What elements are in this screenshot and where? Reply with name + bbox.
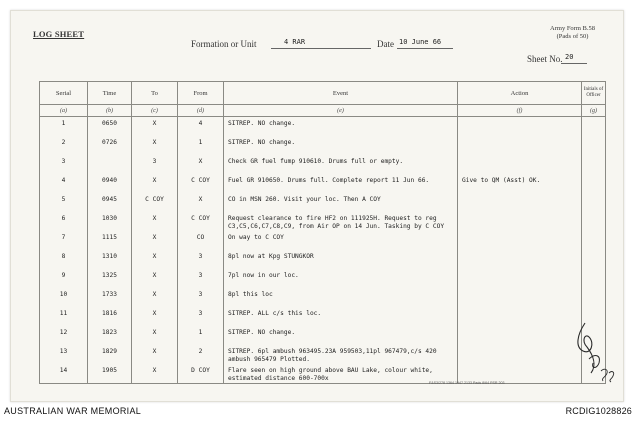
cell-to: X [132,288,178,307]
cell-time: 0726 [88,136,132,155]
column-letter-row [40,105,606,117]
log-sheet-document [10,10,624,402]
log-row [40,155,606,174]
cell-serial: 10 [40,288,88,307]
cell-action [458,250,582,269]
cell-serial: 5 [40,193,88,212]
date-underline [397,48,453,49]
cell-time: 1325 [88,269,132,288]
sheet-number-underline [561,63,587,64]
cell-time: 0940 [88,174,132,193]
log-row [40,307,606,326]
log-row [40,136,606,155]
log-row [40,117,606,137]
cell-serial: 9 [40,269,88,288]
col-letter-a: (a) [40,105,88,117]
col-action-header: Action [458,82,582,105]
cell-initials [582,269,606,288]
cell-event: Request clearance to fire HF2 on 111925H. Request to reg C3,C5,C6,C7,C8,C9, from Air OP on 14 Jun. Tasking by C COY [224,212,458,231]
cell-action [458,307,582,326]
cell-serial: 2 [40,136,88,155]
formation-underline [271,48,371,49]
cell-serial: 7 [40,231,88,250]
sheet-number-value: 20 [565,53,574,61]
cell-serial: 14 [40,364,88,384]
column-header-row [40,82,606,105]
cell-from: X [178,193,224,212]
cell-serial: 12 [40,326,88,345]
cell-to: X [132,117,178,137]
cell-event: 8pl now at Kpg STUNGKOR [224,250,458,269]
log-row [40,364,606,384]
cell-serial: 6 [40,212,88,231]
col-letter-g: (g) [582,105,606,117]
cell-time: 1816 [88,307,132,326]
sheet-title: LOG SHEET [33,29,85,39]
footer-record-id: RCDIG1028826 [565,406,632,416]
cell-event: SITREP. NO change. [224,117,458,137]
cell-initials [582,288,606,307]
cell-action [458,212,582,231]
log-entries [40,117,606,384]
formation-label: Formation or Unit [191,39,257,49]
cell-from: 2 [178,345,224,364]
cell-from: CO [178,231,224,250]
cell-from: 3 [178,307,224,326]
cell-event: CO in MSN 260. Visit your loc. Then A COY [224,193,458,212]
col-event-header: Event [224,82,458,105]
cell-to: 3 [132,155,178,174]
col-letter-e: (e) [224,105,458,117]
cell-initials [582,174,606,193]
cell-action [458,136,582,155]
cell-action: Give to QM (Asst) OK. [458,174,582,193]
cell-initials [582,136,606,155]
cell-time: 1733 [88,288,132,307]
cell-time: 1115 [88,231,132,250]
cell-from: C COY [178,174,224,193]
cell-time: 1030 [88,212,132,231]
cell-time: 1905 [88,364,132,384]
col-initials-header: Initials of Officer [582,82,606,105]
cell-event: 7pl now in our loc. [224,269,458,288]
cell-action [458,326,582,345]
cell-from: 1 [178,326,224,345]
cell-to: X [132,212,178,231]
cell-initials [582,155,606,174]
army-form-label [550,25,595,41]
cell-from: D COY [178,364,224,384]
cell-event: SITREP. NO change. [224,136,458,155]
cell-from: 3 [178,250,224,269]
cell-time: 1310 [88,250,132,269]
handwritten-signature [571,313,617,383]
cell-action [458,193,582,212]
col-to-header: To [132,82,178,105]
cell-event: SITREP. 6pl ambush 963495.23A 959503,11pl 967479,c/s 420 ambush 965479 Plotted. [224,345,458,364]
cell-action [458,231,582,250]
cell-from: X [178,155,224,174]
cell-action [458,155,582,174]
cell-serial: 4 [40,174,88,193]
log-row [40,212,606,231]
cell-event: 8pl this loc [224,288,458,307]
cell-time: 0650 [88,117,132,137]
cell-event: SITREP. NO change. [224,326,458,345]
cell-event: SITREP. ALL c/s this loc. [224,307,458,326]
cell-to: X [132,364,178,384]
col-letter-c: (c) [132,105,178,117]
log-table [39,81,606,384]
footer-archive-name: AUSTRALIAN WAR MEMORIAL [4,406,142,416]
cell-serial: 13 [40,345,88,364]
cell-action [458,288,582,307]
cell-initials [582,117,606,137]
formation-value: 4 RAR [284,38,306,46]
col-letter-b: (b) [88,105,132,117]
cell-time: 0945 [88,193,132,212]
cell-event: Fuel GR 910650. Drums full. Complete report 11 Jun 66. [224,174,458,193]
cell-to: X [132,326,178,345]
date-value: 10 June 66 [399,38,442,46]
col-from-header: From [178,82,224,105]
cell-time [88,155,132,174]
cell-to: X [132,345,178,364]
log-row [40,250,606,269]
col-time-header: Time [88,82,132,105]
cell-to: C COY [132,193,178,212]
cell-initials [582,193,606,212]
cell-serial: 11 [40,307,88,326]
cell-action [458,269,582,288]
cell-from: C COY [178,212,224,231]
col-serial-header: Serial [40,82,88,105]
cell-to: X [132,231,178,250]
army-form-number: Army Form B.58 [550,25,595,32]
col-letter-d: (d) [178,105,224,117]
cell-from: 1 [178,136,224,155]
pads-label: (Pads of 50) [556,33,589,40]
cell-serial: 8 [40,250,88,269]
cell-serial: 1 [40,117,88,137]
log-row [40,193,606,212]
log-row [40,231,606,250]
cell-action [458,117,582,137]
cell-from: 4 [178,117,224,137]
cell-to: X [132,269,178,288]
log-row [40,288,606,307]
cell-to: X [132,174,178,193]
log-row [40,269,606,288]
cell-from: 3 [178,288,224,307]
col-letter-f: (f) [458,105,582,117]
cell-event: On way to C COY [224,231,458,250]
cell-time: 1823 [88,326,132,345]
log-row [40,345,606,364]
cell-from: 3 [178,269,224,288]
cell-action [458,345,582,364]
cell-initials [582,231,606,250]
cell-event: Flare seen on high ground above BAU Lake, colour white, estimated distance 600-700x [224,364,458,384]
sheet-number-label: Sheet No. [527,54,563,64]
log-row [40,174,606,193]
cell-to: X [132,307,178,326]
date-label: Date [377,39,394,49]
cell-initials [582,212,606,231]
cell-event: Check GR fuel fump 910610. Drums full or empty. [224,155,458,174]
log-row [40,326,606,345]
printer-stamp: F&S3/278 1364 1947 2133 Pads 8/64 PSR 203 [429,381,505,385]
cell-serial: 3 [40,155,88,174]
cell-to: X [132,250,178,269]
cell-time: 1829 [88,345,132,364]
cell-initials [582,250,606,269]
cell-to: X [132,136,178,155]
